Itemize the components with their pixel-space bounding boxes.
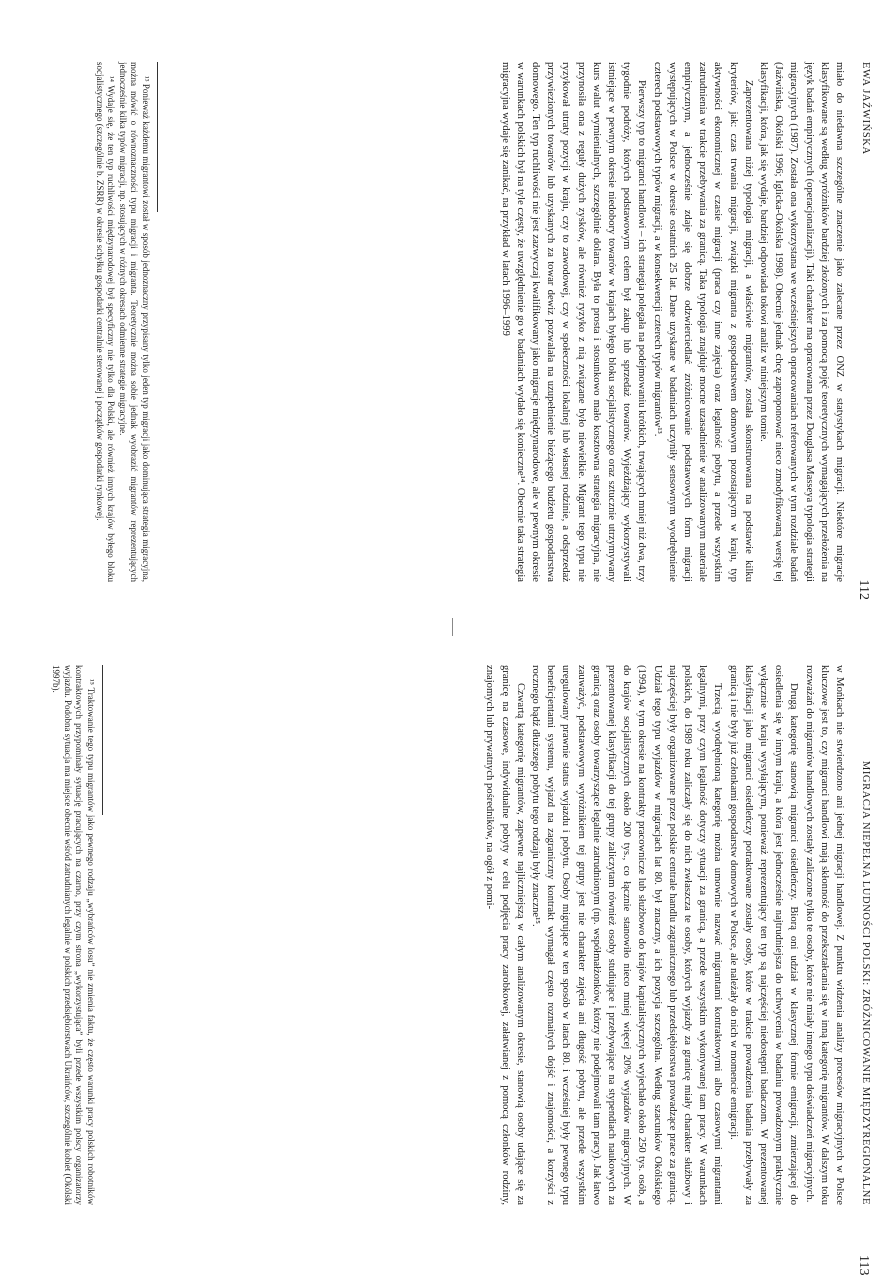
- gutter-mark: [452, 618, 453, 636]
- paragraph: w Mońkach nie stwierdzono ani jednej migracji handlowej. Z punktu widzenia analizy procesów migracyjnych w Polsce kluczowe jest to, czy migranci handlowi mają skłonność do przekształcania się w inną kategorię migrantów. W dalszym toku rozważań do migrantów handlowych zostały zaliczone tylko te osoby, które nie miały innego typu doświadczeń migracyjnych.: [803, 665, 845, 1205]
- body-text-right: [482, 665, 847, 1205]
- page-number-right: 113: [856, 1255, 871, 1275]
- paragraph: Trzecią wyodrębnioną kategorię można umownie nazwać migrantami kontraktowymi albo czasowymi migrantami legalnymi, przy czym legalność dotyczy sytuacji za granicą, a przede wszystkim wykonywanej tam pracy. W warunkach polskich, do 1989 roku zaliczały się do nich zwłaszcza te osoby, których wyjazdy za granicę miały charakter służbowy i najczęściej były organizowane przez polskie centrale handlu zagranicznego lub przedsiębiorstwa prowadzące prace za granicą. Udział tego typu wyjazdów w migracjach lat 80. był znaczny, a ich pozycja szczególna. Według szacunków Okólskiego (1994), w tym okresie na kontrakty pracownicze lub służbowo do krajów kapitalistycznych wyjechało około 250 tys. osób, a do krajów socjalistycznych około 200 tys., co łącznie stanowiło nieco mniej więcej 20% wyjazdów migracyjnych. W prezentowanej klasyfikacji do tej grupy zaliczytam również osoby studiujące i przebywające na stypendiach naukowych za granicą oraz osoby towarzyszące legalnie zatrudnionym (np. współmałżonków, którzy nie podejmowali tam pracy). Jak łatwo zauważyć, podstawowym wyróżnikiem tej grupy jest nie charakter zajęcia ani długość pobytu, ale przede wszystkim uregulowany prawnie status wyjazdu i pobytu. Osoby migrujące w ten sposób w latach 80. i wcześniej były pewnego typu beneficjentami systemu, wyjazd na zagraniczny kontrakt wymagał często rozmaitych dojść i znajomości, a korzyści z rocznego bądź dłuższego pobytu tego rodzaju były znaczne¹⁵.: [529, 665, 724, 1205]
- footnote-divider: [102, 665, 103, 815]
- footnotes-left: [93, 62, 151, 582]
- footnote: ¹⁴ Wydaje się, że ten typ ruchliwości międzynarodowej był specyficzny nie tylko dla Polski, ale również innych krajów byłego bloku socjalistycznego (szczególnie b. ZSRR) w okresie schyłku gospodarki centralnie sterowanej i początków gospodarki rynkowej.: [94, 62, 117, 582]
- running-head-left: EWA JAŹWIŃSKA: [860, 62, 871, 155]
- right-page: [0, 645, 893, 1275]
- paragraph: Pierwszy typ to migranci handlowi – ich strategia polegała na podejmowaniu krótkich, trwających mniej niż dwa, trzy tygodnie podróży, których podstawowym celem był zakup lub sprzedaż towarów. Wyjeżdżający wykorzystywali istniejące w pewnym okresie niedobory towarów w krajach byłego bloku socjalistycznego oraz sztucznie utrzymywany kurs walut wymienialnych, szczególnie dolara. Była to prosta i stosunkowo mało kosztowna strategia migracyjna, nie przynosiła ona z reguły dużych zysków, ale również ryzyko z nią związane było niewielkie. Migrant tego typu nie ryzykował utraty pozycji w kraju, czy to zawodowej, czy w społeczności lokalnej lub własnej rodzinie, a odsprzedaż przywiezionych towarów lub uzyskanych za towar dewiz pozwalała na uzupełnienie bieżącego budżetu gospodarstwa domowego. Ten typ ruchliwości nie jest zazwyczaj kwalifikowany jako migracje międzynarodowe, ale w pewnym okresie w warunkach polskich był na tyle częsty, że uwzględnienie go w badaniach wydało się konieczne¹⁴. Obecnie taka strategia migracyjna wydaje się zanikać, na przykład w latach 1996–1999: [499, 62, 648, 582]
- footnote-divider: [157, 62, 158, 212]
- paragraph: Zaprezentowana niżej typologia migracji, a właściwie migrantów, została skonstruowana na podstawie kilku kryteriów, jak: czas trwania migracji, związki migranta z gospodarstwem domowym pozostającym w kraju, typ aktywności ekonomicznej w czasie migracji (praca czy inne zajęcia) oraz legalność pobytu, a przede wszystkim zatrudnienia w trakcie przebywania za granicą. Taka typologia znajduje mocne uzasadnienie w analizowanym materiale empirycznym, a jednocześnie zdaje się dobrze odzwierciedlać zróżnicowanie podstawowych form migracji występujących w Polsce w okresie ostatnich 25 lat. Dane uzyskane w badaniach uczyniły sensownym wyodrębnienie czterech podstawowych typów migracji, a w konsekwencji czterech typów migrantów¹³.: [651, 62, 754, 582]
- paragraph: Czwartą kategorię migrantów, zapewne najliczniejszą w całym analizowanym okresie, stanowią osoby udające się za granicę na czasowe, indywidualne pobyty w celu podjęcia pracy zarobkowej, załatwianej z pomocą członków rodziny, znajomych lub prywatnych pośredników, na ogół z pomi-: [484, 665, 526, 1205]
- left-page: [0, 20, 893, 620]
- footnote: ¹⁵ Traktowanie tego typu migrantów jako pewnego rodzaju „wybrańców losu” nie zmienia faktu, że często warunki pracy polskich robotników kontraktowych przypominały sytuację pracujących na czarno, przy czym strona „wykorzystująca” byli przede wszystkim polscy organizatorzy wyjazdu. Podobna sytuacja ma miejsce obecnie wśród zatrudnianych legalnie w polskich przedsiębiorstwach Ukraińców, szczególnie kobiet (Okólski 1997b).: [51, 665, 96, 1205]
- footnote: ¹³ Ponieważ każdemu migrantowi został w sposób jednoznaczny przypisany tylko jeden typ migracji jako dominująca strategia migracyjna, można mówić o równoznaczności typu migracji i migranta. Teoretycznie można sobie jednak wyobrazić migrantów reprezentujących jednocześnie kilka typów migracji, np. stosujących w różnych okresach odmienne strategie migracyjne.: [117, 62, 151, 582]
- footnotes-right: [50, 665, 96, 1205]
- paragraph: Drugą kategorię stanowią migranci osiedleńczy. Biorą oni udział w klasycznej formie emigracji, zmierzającej do osiedlenia się w innym kraju, a która jest jednocześnie najtrudniejsza do uchwycenia w badaniu prowadzonym praktycznie wyłącznie w kraju wysyłającym, ponieważ reprezentujący ten typ są najczęściej niedostępni badaczom. W prezentowanej klasyfikacji jako migranci osiedleńczy potraktowane zostały osoby, które w trakcie prowadzenia badania przebywały za granicą i nie były już członkami gospodarstw domowych w Polsce, ale należały do nich w momencie emigracji.: [727, 665, 800, 1205]
- paragraph: miało do niedawna szczególne znaczenie jako zalecane przez ONZ w statystykach migracji. Niektóre migracje klasyfikowane są według wyróżników bardziej złożonych i za pomocą pojęć teoretycznych wymagających przełożenia na język badań empirycznych (operacjonalizacji). Taki charakter ma opracowana przez Douglasa Masseya typologia strategii migracyjnych (1987). Została ona wykorzystana we wcześniejszych opracowaniach referowanych w tym rozdziale badań (Jaźwińska, Okólski 1996; Iglicka-Okólska 1998). Obecnie jednak chcę zaproponować nieco zmodyfikowaną wersję tej klasyfikacji, która, jak się wydaje, bardziej odpowiada tokowi analiz w niniejszym tomie.: [757, 62, 845, 582]
- page-number-left: 112: [856, 579, 871, 600]
- running-head-right: MIGRACJA NIEPEŁNA LUDNOŚCI POLSKI: ZRÓŻNICOWANIE MIĘDZYREGIONALNE: [860, 760, 871, 1205]
- body-text-left: [497, 62, 847, 582]
